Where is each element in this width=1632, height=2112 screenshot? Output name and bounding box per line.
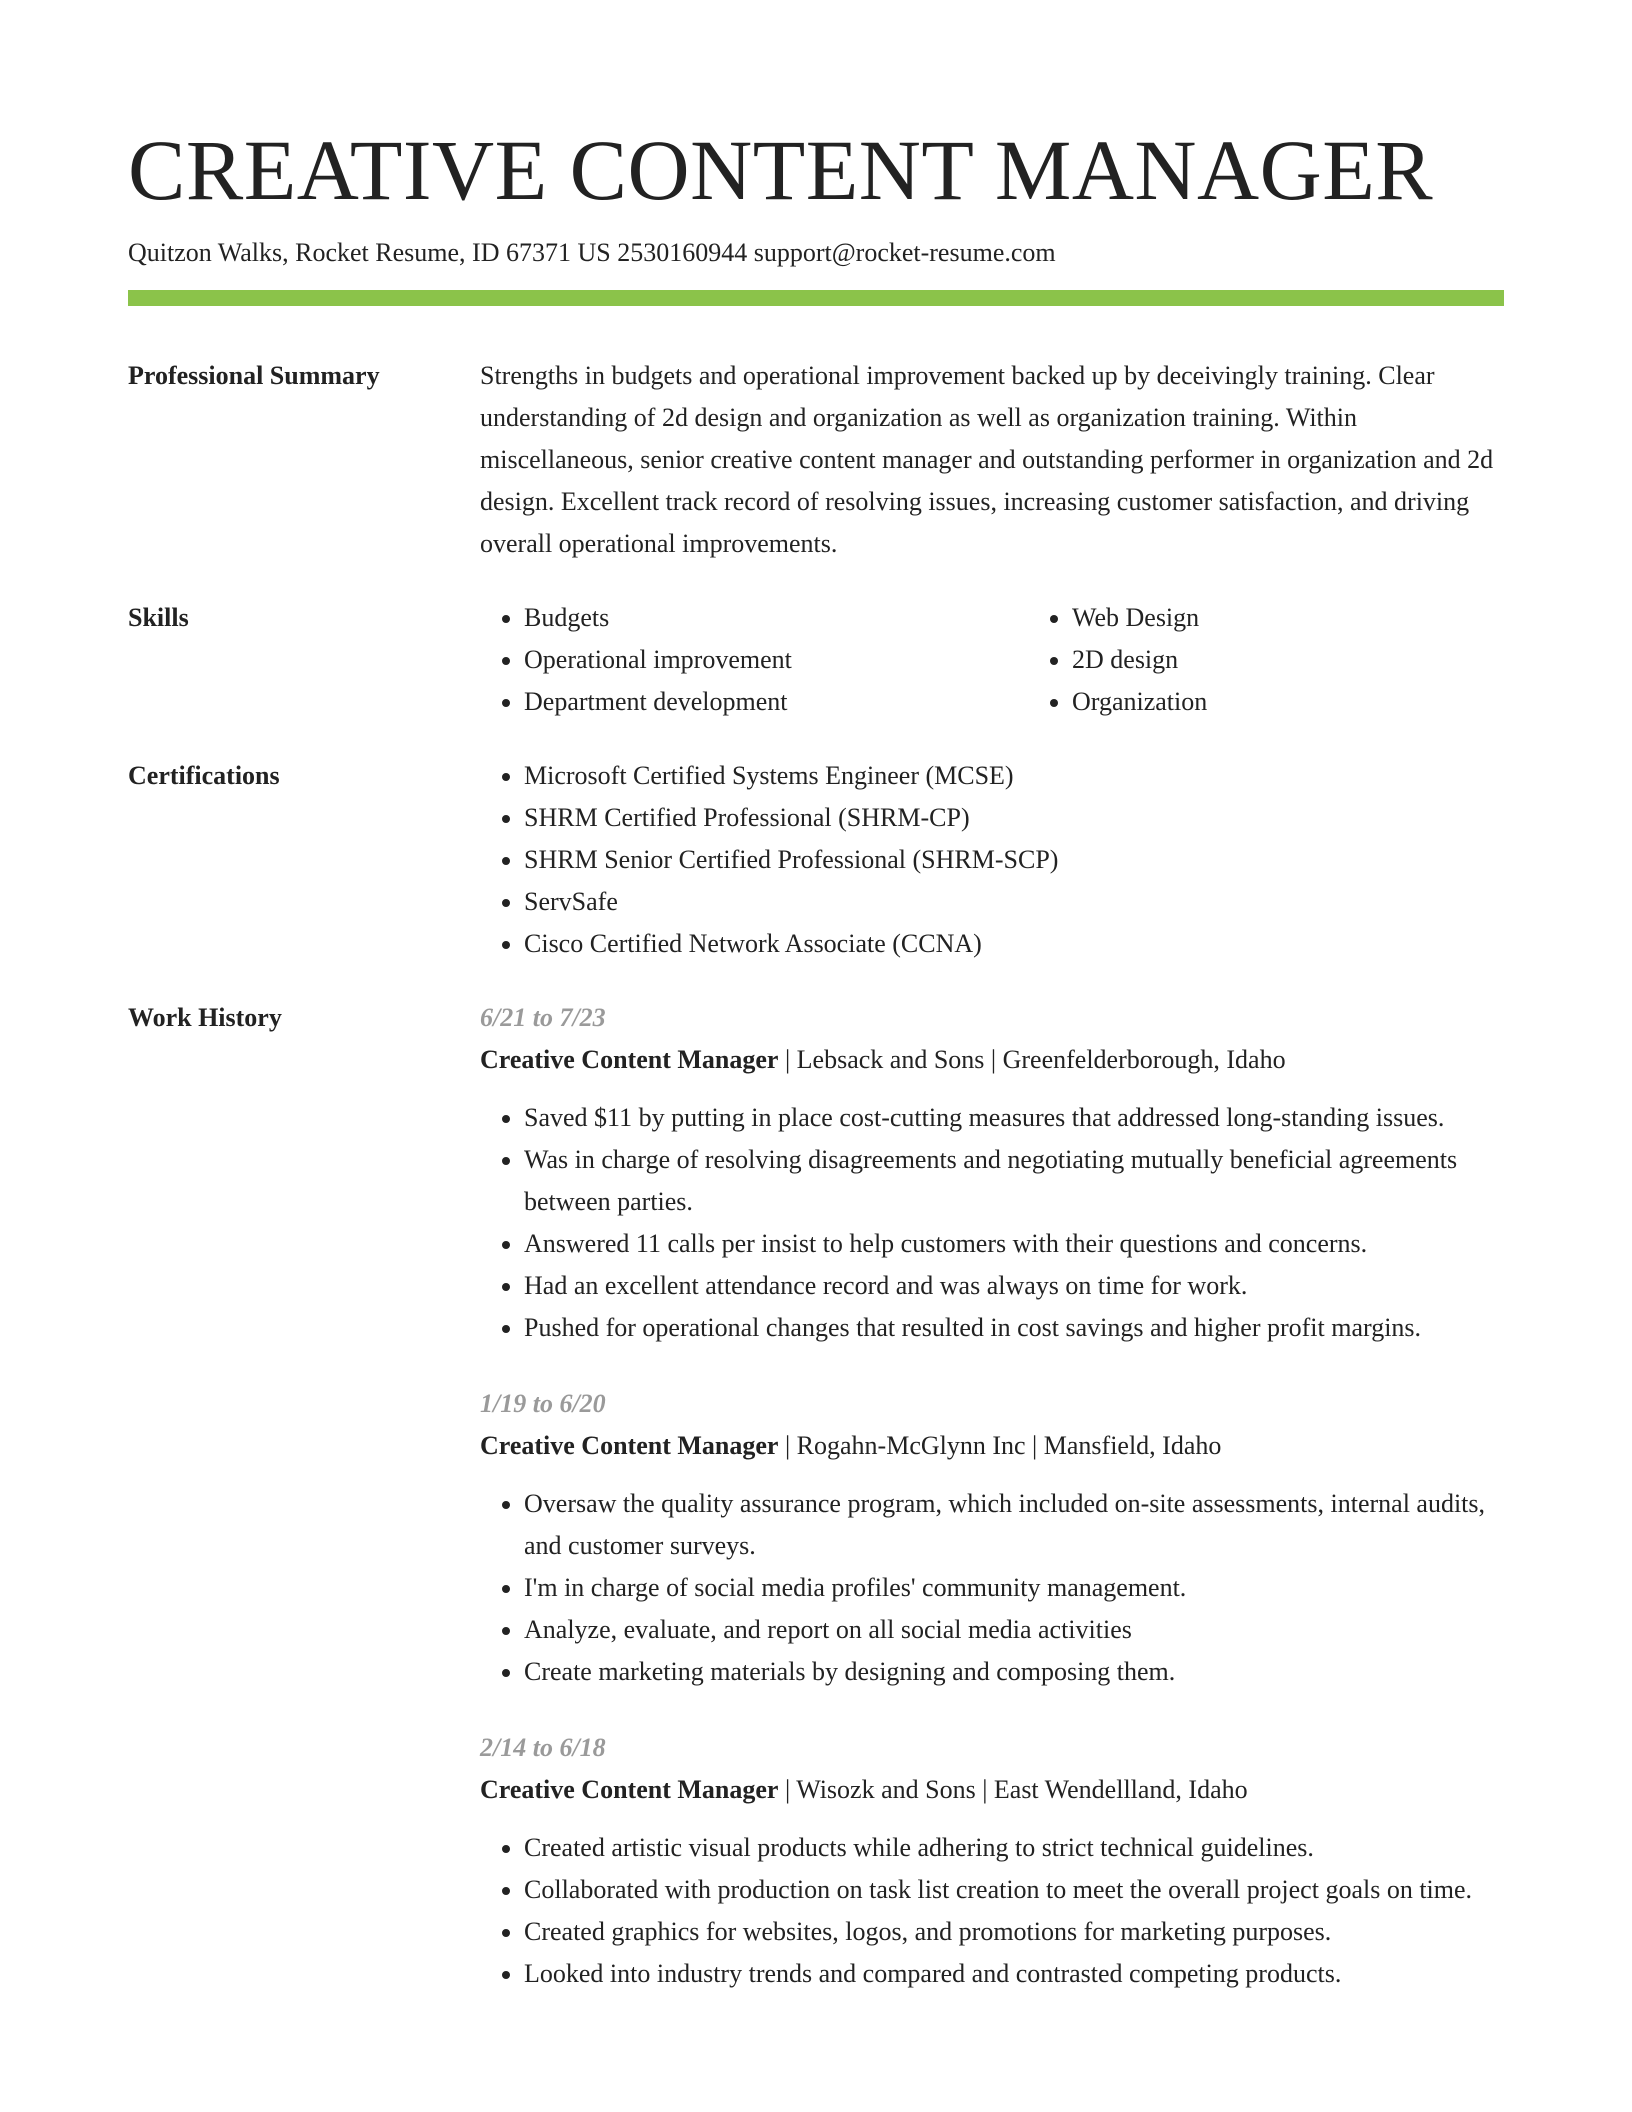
job-title: Creative Content Manager — [480, 1045, 779, 1074]
job-bullet: • Saved $11 by putting in place cost-cutting measures that addressed long-standing issues. — [524, 1097, 1504, 1139]
summary-text: Strengths in budgets and operational improvement backed up by deceivingly training. Clear understanding of 2d design and organization as well as organization training. Within miscellaneous, senior creative content manager and outstanding performer in organization and 2d design. Excellent track record of resolving issues, increasing customer satisfaction, and driving overall operational improvements. — [480, 361, 1494, 558]
job-bullet: • Created artistic visual products while adhering to strict technical guidelines. — [524, 1827, 1504, 1869]
summary-section — [128, 355, 1504, 565]
skills-section — [128, 597, 1504, 723]
certifications-section — [128, 755, 1504, 965]
skill-item: • 2D design — [1072, 639, 1576, 681]
job-bullets — [480, 1483, 1504, 1693]
skill-item: • Department development — [524, 681, 1028, 723]
job-dates: 6/21 to 7/23 — [480, 1003, 606, 1032]
job-entry — [480, 1727, 1504, 1995]
job-bullet: • Pushed for operational changes that resulted in cost savings and higher profit margins. — [524, 1307, 1504, 1349]
work-history-body — [480, 997, 1504, 2029]
job-details: | Wisozk and Sons | East Wendellland, Idaho — [778, 1775, 1248, 1804]
work-history-heading: Work History — [128, 1003, 282, 1032]
skill-item: • Budgets — [524, 597, 1028, 639]
job-bullets — [480, 1097, 1504, 1349]
job-bullet: • Created graphics for websites, logos, and promotions for marketing purposes. — [524, 1911, 1504, 1953]
job-bullet: • Oversaw the quality assurance program, which included on-site assessments, internal audits, and customer surveys. — [524, 1483, 1504, 1567]
skill-item: • Organization — [1072, 681, 1576, 723]
job-bullet: • Looked into industry trends and compared and contrasted competing products. — [524, 1953, 1504, 1995]
job-bullet: • Analyze, evaluate, and report on all social media activities — [524, 1609, 1504, 1651]
job-details: | Lebsack and Sons | Greenfelderborough, Idaho — [778, 1045, 1286, 1074]
header-divider — [128, 290, 1504, 306]
job-bullet: • Answered 11 calls per insist to help customers with their questions and concerns. — [524, 1223, 1504, 1265]
job-bullet: • Create marketing materials by designing and composing them. — [524, 1651, 1504, 1693]
certification-item: • Cisco Certified Network Associate (CCNA) — [524, 923, 1504, 965]
certifications-list — [480, 755, 1504, 965]
certifications-heading: Certifications — [128, 761, 280, 790]
job-entry — [480, 1383, 1504, 1693]
resume-page — [128, 118, 1504, 2029]
certification-item: • ServSafe — [524, 881, 1504, 923]
job-heading — [480, 1425, 1504, 1467]
job-bullet: • Was in charge of resolving disagreements and negotiating mutually beneficial agreements between parties. — [524, 1139, 1504, 1223]
job-entry — [480, 997, 1504, 1349]
skills-column-2 — [1028, 597, 1576, 723]
skill-item: • Operational improvement — [524, 639, 1028, 681]
job-title: Creative Content Manager — [480, 1431, 779, 1460]
summary-heading: Professional Summary — [128, 361, 380, 390]
job-details: | Rogahn-McGlynn Inc | Mansfield, Idaho — [778, 1431, 1222, 1460]
skills-column-1 — [480, 597, 1028, 723]
job-heading — [480, 1769, 1504, 1811]
work-history-section — [128, 997, 1504, 2029]
job-bullet: • Collaborated with production on task list creation to meet the overall project goals on time. — [524, 1869, 1504, 1911]
skills-grid — [480, 597, 1576, 723]
certification-item: • SHRM Certified Professional (SHRM-CP) — [524, 797, 1504, 839]
certification-item: • SHRM Senior Certified Professional (SHRM-SCP) — [524, 839, 1504, 881]
job-bullet: • I'm in charge of social media profiles' community management. — [524, 1567, 1504, 1609]
certifications-body — [480, 755, 1504, 965]
certification-item: • Microsoft Certified Systems Engineer (MCSE) — [524, 755, 1504, 797]
job-title: Creative Content Manager — [480, 1775, 779, 1804]
resume-title: CREATIVE CONTENT MANAGER — [128, 122, 1434, 218]
contact-line: Quitzon Walks, Rocket Resume, ID 67371 US 2530160944 support@rocket-resume.com — [128, 238, 1056, 267]
job-dates: 1/19 to 6/20 — [480, 1389, 606, 1418]
job-bullets — [480, 1827, 1504, 1995]
job-dates: 2/14 to 6/18 — [480, 1733, 606, 1762]
job-heading — [480, 1039, 1504, 1081]
skills-heading: Skills — [128, 603, 189, 632]
job-bullet: • Had an excellent attendance record and was always on time for work. — [524, 1265, 1504, 1307]
skill-item: • Web Design — [1072, 597, 1576, 639]
